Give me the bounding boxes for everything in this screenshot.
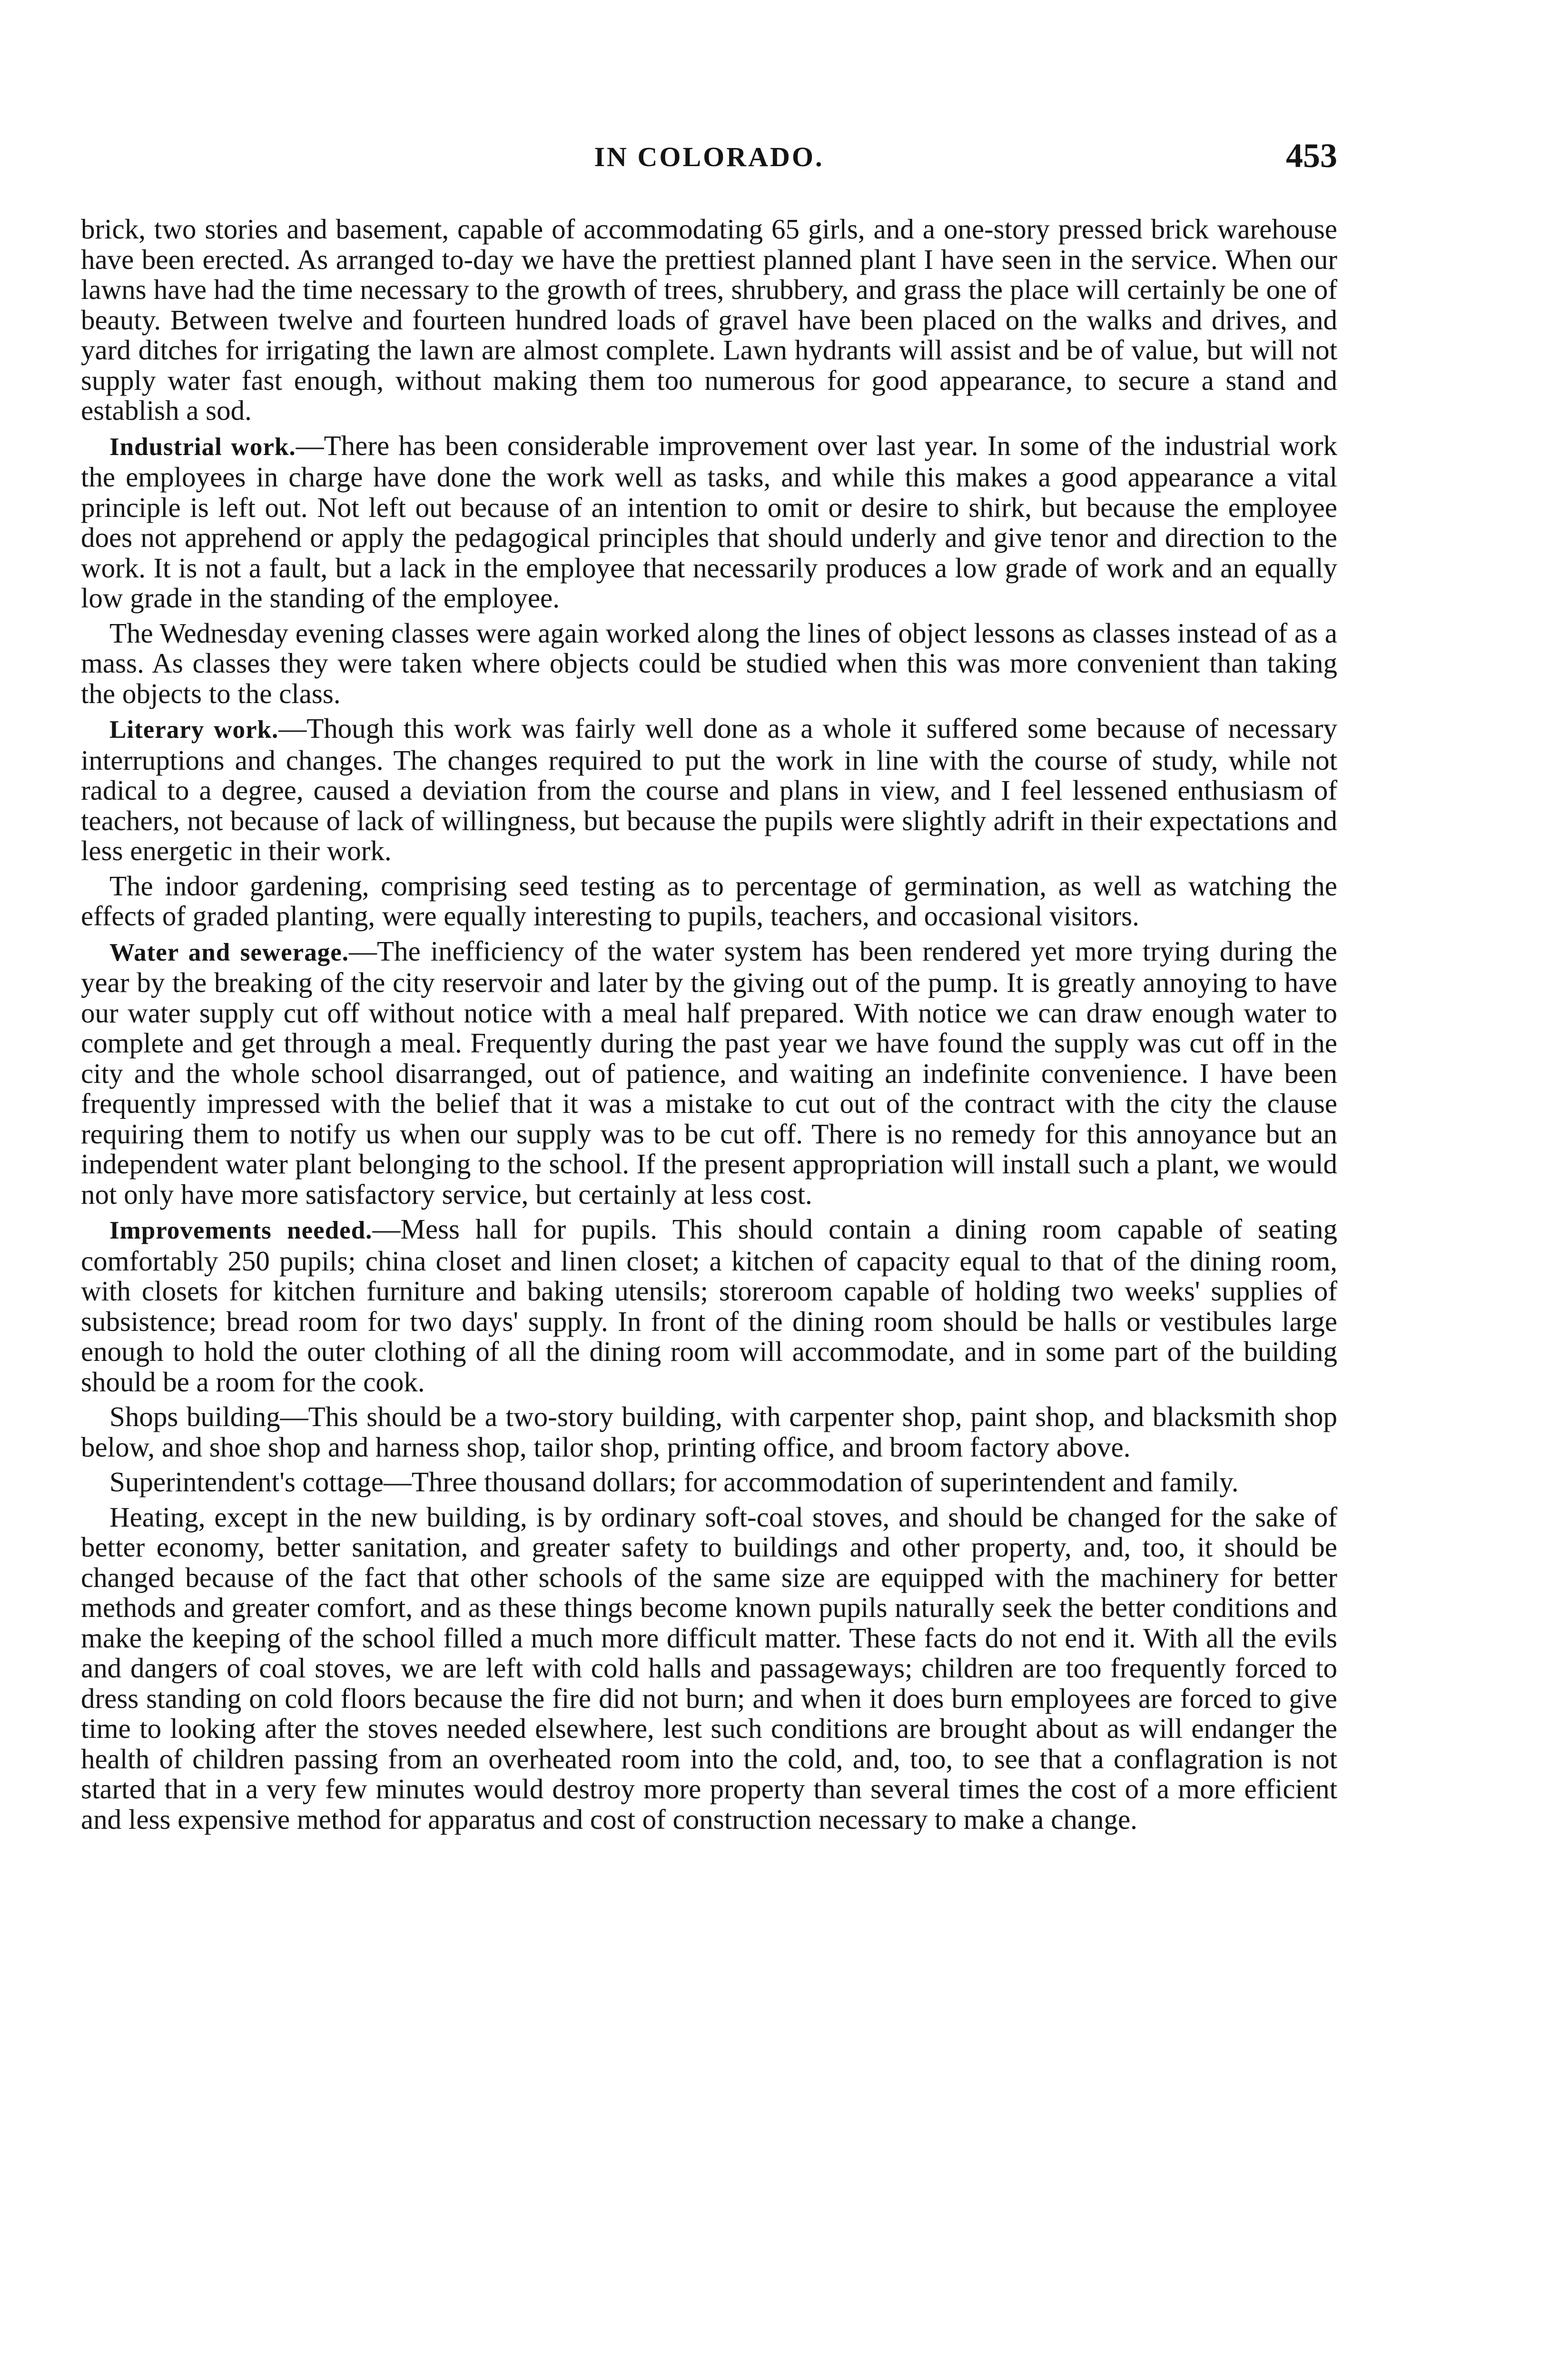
paragraph — [81, 1502, 1337, 1835]
running-head: IN COLORADO. — [594, 141, 824, 172]
paragraph-text: —There has been considerable improvement over last year. In some of the industrial work the employees in charge have done the work well as tasks, and while this makes a good appearance a vital principle is left out. Not left out because of an intention to omit or desire to shirk, but because the employee does not apprehend or apply the pedagogical principles that should underly and give tenor and direction to the work. It is not a fault, but a lack in the employee that necessarily produces a low grade of work and an equally low grade in the standing of the employee. — [81, 429, 1337, 614]
paragraph-text: brick, two stories and basement, capable of accommodating 65 girls, and a one-story pressed brick warehouse have been erected. As arranged to-day we have the prettiest planned plant I have seen in the service. When our lawns have had the time necessary to the growth of trees, shrubbery, and grass the place will certainly be one of beauty. Between twelve and fourteen hundred loads of gravel have been placed on the walks and drives, and yard ditches for irrigating the lawn are almost complete. Lawn hydrants will assist and be of value, but will not supply water fast enough, without making them too numerous for good appearance, to secure a stand and establish a sod. — [81, 213, 1337, 426]
paragraph-text: —The inefficiency of the water system has been rendered yet more trying during the year by the breaking of the city reservoir and later by the giving out of the pump. It is greatly annoying to have our water supply cut off without notice with a meal half prepared. With notice we can draw enough water to complete and get through a meal. Frequently during the past year we have found the supply was cut off in the city and the whole school disarranged, out of patience, and waiting an indefinite convenience. I have been frequently impressed with the belief that it was a mistake to cut out of the contract with the city the clause requiring them to notify us when our supply was to be cut off. There is no remedy for this annoyance but an independent water plant belonging to the school. If the present appropriation will install such a plant, we would not only have more satisfactory service, but certainly at less cost. — [81, 935, 1337, 1210]
paragraph — [81, 214, 1337, 426]
paragraph-improvements-needed — [81, 1214, 1337, 1397]
paragraph-text: Superintendent's cottage—Three thousand dollars; for accommodation of superintendent and family. — [109, 1466, 1239, 1497]
paragraph-text: The indoor gardening, comprising seed testing as to percentage of germination, as well as watching the effects of graded planting, were equally interesting to pupils, teachers, and occasional visitors. — [81, 870, 1337, 932]
section-heading: Water and sewerage. — [109, 938, 349, 966]
section-heading: Industrial work. — [109, 433, 296, 461]
paragraph — [81, 1402, 1337, 1462]
paragraph — [81, 871, 1337, 932]
paragraph — [81, 1467, 1337, 1497]
paragraph-text: —Mess hall for pupils. This should contain a dining room capable of seating comfortably 250 pupils; china closet and linen closet; a kitchen of capacity equal to that of the dining room, with closets for kitchen furniture and baking utensils; storeroom capable of holding two weeks' supplies of subsistence; bread room for two days' supply. In front of the dining room should be halls or vestibules large enough to hold the outer clothing of all the dining room will accommodate, and in some part of the building should be a room for the cook. — [81, 1213, 1337, 1398]
paragraph-text: Heating, except in the new building, is by ordinary soft-coal stoves, and should be changed for the sake of better economy, better sanitation, and greater safety to buildings and other property, and, too, it should be changed because of the fact that other schools of the same size are equipped with the machinery for better methods and greater comfort, and as these things become known pupils naturally seek the better conditions and make the keeping of the school filled a much more difficult matter. These facts do not end it. With all the evils and dangers of coal stoves, we are left with cold halls and passageways; children are too frequently forced to dress standing on cold floors because the fire did not burn; and when it does burn employees are forced to give time to looking after the stoves needed elsewhere, lest such conditions are brought about as will endanger the health of children passing from an overheated room into the cold, and, too, to see that a conflagration is not started that in a very few minutes would destroy more property than several times the cost of a more efficient and less expensive method for apparatus and cost of construction necessary to make a change. — [81, 1501, 1337, 1835]
paragraph-water-and-sewerage — [81, 936, 1337, 1210]
page-number: 453 — [1286, 137, 1337, 175]
paragraph-industrial-work — [81, 431, 1337, 614]
section-heading: Improvements needed. — [109, 1217, 373, 1244]
paragraph-text: —Though this work was fairly well done as a whole it suffered some because of necessary interruptions and changes. The changes required to put the work in line with the course of study, while not radical to a degree, caused a deviation from the course and plans in view, and I feel lessened enthusiasm of teachers, not because of lack of willingness, but because the pupils were slightly adrift in their expectations and less energetic in their work. — [81, 713, 1338, 866]
paragraph-literary-work — [81, 714, 1337, 866]
paragraph-text: Shops building—This should be a two-story building, with carpenter shop, paint shop, and blacksmith shop below, and shoe shop and harness shop, tailor shop, printing office, and broom factory above. — [81, 1401, 1337, 1463]
paragraph-text: The Wednesday evening classes were again worked along the lines of object lessons as classes instead of as a mass. As classes they were taken where objects could be studied when this was more convenient than taking the objects to the class. — [81, 617, 1337, 709]
page-header — [81, 138, 1337, 181]
body-text — [81, 214, 1337, 1839]
section-heading: Literary work. — [109, 716, 279, 744]
paragraph — [81, 618, 1337, 709]
